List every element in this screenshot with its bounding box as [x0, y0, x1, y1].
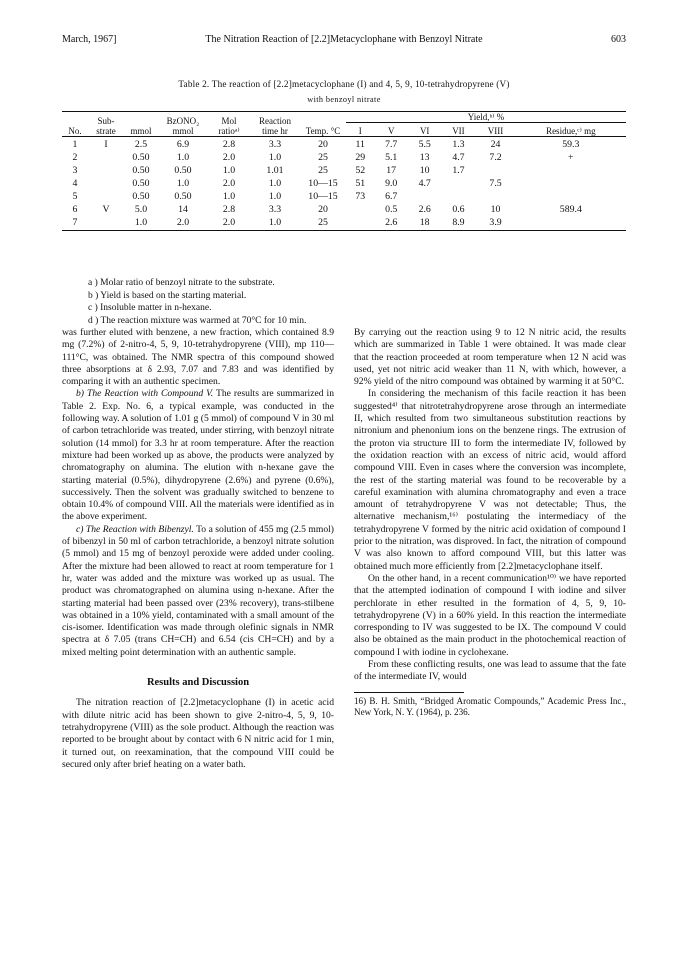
table-cell	[475, 191, 515, 204]
table-note: c ) Insoluble matter in n-hexane.	[88, 303, 212, 314]
table-cell: 7.5	[489, 178, 502, 190]
col-no: No.	[68, 126, 82, 136]
col-residue: Residue,ᶜ⁾ mg	[516, 123, 626, 137]
table-cell	[516, 178, 626, 191]
table-cell	[408, 191, 442, 204]
section-title: Results and Discussion	[146, 677, 250, 689]
table-cell: 7	[72, 217, 78, 229]
table-cell: 2.0	[222, 152, 236, 164]
table-cell: 25	[318, 152, 328, 164]
table-row	[62, 152, 626, 165]
table-cell: 1.3	[452, 139, 465, 151]
table-cell: I	[104, 139, 108, 151]
col-yield-I: I	[346, 123, 374, 137]
table-cell: 2	[72, 152, 78, 164]
col-mmol: mmol	[130, 126, 152, 136]
footnote: 16) B. H. Smith, “Bridged Aromatic Compounds,” Academic Press Inc., New York, N. Y. (1964), p. 236.	[354, 695, 626, 718]
table-cell	[88, 217, 124, 231]
table-cell	[516, 165, 626, 178]
table-cell: 1.0	[268, 152, 282, 164]
table-cell: +	[568, 152, 574, 164]
table-cell: 0.50	[132, 152, 150, 164]
col-yield-VII: VII	[441, 123, 475, 137]
table-cell: 2.8	[222, 139, 236, 151]
table-cell: 8.9	[452, 217, 465, 229]
table-row	[62, 204, 626, 217]
right-column	[354, 327, 626, 718]
table-cell: 5.5	[418, 139, 431, 151]
table-cell: 7.7	[385, 139, 398, 151]
table-cell: 0.50	[132, 191, 150, 203]
header-title: The Nitration Reaction of [2.2]Metacyclophane with Benzoyl Nitrate	[205, 34, 483, 45]
table-cell: 0.50	[132, 165, 150, 177]
table-cell: 1	[72, 139, 78, 151]
table-cell: 2.0	[176, 217, 190, 229]
table-cell: 1.0	[222, 165, 236, 177]
table-cell	[516, 217, 626, 231]
table-cell: 5.0	[134, 204, 148, 216]
table-cell: 4.7	[418, 178, 431, 190]
footnote-rule	[354, 692, 464, 693]
table-cell	[441, 178, 475, 191]
table-cell: 2.6	[385, 217, 398, 229]
paragraph: By carrying out the reaction using 9 to 12 N nitric acid, the results which are summarized in Table 1 were obtained. It was made clear that the reaction proceeded at room temperature when 12 N acid was used, yet not nitric acid weaker than 11 N, with which, however, a 92% yield of the nitro compound was obtained by warming it at 50°C.	[354, 327, 626, 388]
col-yield: Yield,ᵇ⁾ %	[467, 112, 505, 122]
table-cell: 7.2	[489, 152, 502, 164]
table-cell: 1.0	[176, 178, 190, 190]
paragraph: On the other hand, in a recent communication¹⁰⁾ we have reported that the attempted iodination of compound I with iodine and silver perchlorate in ether resulted in the formation of 4, 5, 9, 10-tetrahydropyrene (V) in a 60% yield. In this reaction the intermediate corresponding to IV was suggested to be IX. The compound V could also be obtained as the main product in the photochemical reaction of compound I with iodine in cyclohexane.	[354, 572, 626, 658]
table-cell: 4	[72, 178, 78, 190]
table-cell: 0.50	[174, 191, 192, 203]
paragraph-text: To a solution of 455 mg (2.5 mmol) of bibenzyl in 50 ml of carbon tetrachloride, a benzoyl nitrate solution (5 mmol) and 15 mg of benzoyl peroxide were added under cooling. After the mixture had been allowed to react at room temperature for 1 hr, water was added and the mixture was worked up as usual. The product was chromatographed on alumina using n-hexane. After the starting material had been passed over (23% recovery), trans-stilbene was obtained in a 10% yield, contaminated with a small amount of the cis-isomer. Identification was made through olefinic signals in NMR spectra at δ 7.05 (trans CH=CH) and 6.54 (cis CH=CH) and by a mixed melting point determination with an authentic sample.	[62, 523, 335, 658]
reaction-table	[62, 111, 626, 231]
table-cell: 3.9	[489, 217, 502, 229]
table-cell: 3.3	[268, 204, 282, 216]
table-row	[62, 137, 626, 153]
table-cell	[88, 191, 124, 204]
running-header	[62, 34, 626, 48]
table-cell: 3	[72, 165, 78, 177]
table-cell: 0.50	[174, 165, 192, 177]
paragraph	[62, 388, 334, 523]
table-notes	[88, 277, 306, 328]
table-cell: 0.5	[385, 204, 398, 216]
table-row	[62, 165, 626, 178]
col-yield-V: V	[374, 123, 408, 137]
table-cell: 1.0	[176, 152, 190, 164]
table-cell: 10	[490, 204, 501, 216]
table-body	[62, 137, 626, 231]
paragraph: The nitration reaction of [2.2]metacyclophane (I) in acetic acid with dilute nitric acid has been shown to give 2-nitro-4, 5, 9, 10-tetrahydropyrene (VIII) as the sole product. Although the reaction was reported to be brought about by contact with 6 N nitric acid for 1 min, it turned out, on reexamination, that the compound VIII could be secured only after brief heating on a water bath.	[62, 697, 334, 770]
table-cell: 9.0	[385, 178, 398, 190]
table-cell	[88, 152, 124, 165]
table-cell: 73	[355, 191, 366, 203]
table-cell: 6.9	[176, 139, 190, 151]
table-cell	[475, 165, 515, 178]
table-cell: 25	[318, 165, 328, 177]
table-cell: 14	[178, 204, 188, 216]
table-cell: 2.6	[418, 204, 431, 216]
table-cell: 18	[419, 217, 430, 229]
table-cell: 52	[355, 165, 366, 177]
table-cell	[88, 165, 124, 178]
col-substrate: Sub- strate	[96, 116, 116, 136]
table-cell	[441, 191, 475, 204]
paragraph: In considering the mechanism of this facile reaction it has been suggested⁴⁾ that nitrotetrahydropyrene arose through an intermediate II, which resulted from two simultaneous substitution reactions by nitronium and phenonium ions on the benzene rings. The extrusion of the proton via structure III to form the intermediate IV, followed by the oxidation reaction with an excess of nitric acid, would afford compound VIII. Even in cases where the conversion was incomplete, the rest of the starting material was found to be recoverable by a careful examination with alumina chromatography and even a trace amount of tetrahydropyrene V was not detectable; Thus, the alternative mechanism,¹⁶⁾ postulating the intermediacy of the tetrahydropyrene V formed by the nitric acid oxidation of compound I prior to the nitration, was disproved. In fact, the nitration of compound V was also known to afford compound VIII, but this latter was obtained much more efficiently from [2.2]metacyclophane itself.	[354, 388, 626, 572]
table-cell: 1.0	[268, 217, 282, 229]
table-cell: 5.1	[385, 152, 398, 164]
table-cell: 2.8	[222, 204, 236, 216]
col-mol-ratio: Mol ratioᵃ⁾	[218, 116, 240, 136]
table-cell: 29	[355, 152, 366, 164]
table-cell: 1.0	[134, 217, 148, 229]
table-cell: 10—15	[308, 178, 338, 190]
table-row	[62, 191, 626, 204]
table-cell: 51	[355, 178, 366, 190]
paragraph-text: The results are summarized in Table 2. Exp. No. 6, a typical example, was conducted in the following way. A solution of 1.01 g (5 mmol) of compound V in 30 ml of carbon tetrachloride was treated, under stirring, with benzoyl nitrate solution (14 mmol) for 3.3 hr at room temperature. After the reaction mixture had been worked up as above, the products were analyzed by chromatography on alumina. The elution with n-hexane gave the starting material (0.5%), dihydropyrene (2.6%) and pyrene (0.6%), successively. Then the solvent was gradually switched to benzene to obtain 10.4% of compound VIII. All the materials were identified as in the above experiment.	[62, 388, 334, 523]
table-cell: 0.50	[132, 178, 150, 190]
table-cell: 1.01	[266, 165, 284, 177]
table-cell: 13	[419, 152, 430, 164]
table-cell: 2.0	[222, 217, 236, 229]
table-cell: 11	[355, 139, 365, 151]
table-cell: 6.7	[385, 191, 398, 203]
table-cell: 4.7	[452, 152, 465, 164]
table-caption: Table 2. The reaction of [2.2]metacyclophane (I) and 4, 5, 9, 10-tetrahydropyrene (V)	[178, 79, 510, 89]
subsection-heading: b) The Reaction with Compound V.	[76, 388, 214, 400]
table-cell: 2.0	[222, 178, 236, 190]
paragraph: From these conflicting results, one was lead to assume that the fate of the intermediate IV, would	[354, 659, 626, 683]
table-cell: 0.6	[452, 204, 465, 216]
table-row	[62, 217, 626, 231]
table-cell: 1.0	[222, 191, 236, 203]
col-reaction-time: Reaction time hr	[259, 116, 291, 136]
col-yield-VIII: VIII	[475, 123, 515, 137]
table-row	[62, 178, 626, 191]
left-column	[62, 327, 334, 771]
table-cell: 5	[72, 191, 78, 203]
table-caption-continued: with benzoyl nitrate	[307, 95, 381, 104]
page-number: 603	[611, 34, 626, 45]
table-cell	[516, 191, 626, 204]
table-cell: 1.0	[268, 191, 282, 203]
subsection-heading: c) The Reaction with Bibenzyl.	[76, 523, 194, 535]
table-cell	[346, 204, 374, 217]
table-cell: 2.5	[134, 139, 148, 151]
table-cell: 10	[419, 165, 430, 177]
table-cell: 1.0	[268, 178, 282, 190]
table-cell	[88, 178, 124, 191]
table-cell: V	[102, 204, 110, 216]
table-note: a ) Molar ratio of benzoyl nitrate to the substrate.	[88, 278, 275, 288]
col-yield-VI: VI	[408, 123, 442, 137]
table-cell: 6	[72, 204, 78, 216]
paragraph	[62, 524, 334, 659]
table-cell: 20	[318, 139, 328, 151]
table-cell: 24	[490, 139, 501, 151]
col-bzono2: BzONO₂ mmol	[166, 116, 200, 136]
table-cell: 25	[318, 217, 328, 229]
table-note: d ) The reaction mixture was warmed at 70°C for 10 min.	[88, 316, 307, 327]
table-cell	[346, 217, 374, 231]
header-date: March, 1967]	[62, 34, 117, 45]
table-cell: 59.3	[562, 139, 580, 151]
table-cell: 20	[318, 204, 328, 216]
col-temp: Temp. °C	[305, 126, 341, 136]
table-cell: 3.3	[268, 139, 282, 151]
paragraph: was further eluted with benzene, a new fraction, which contained 8.9 mg (7.2%) of 2-nitro-4, 5, 9, 10-tetrahydropyrene (VIII), mp 110—111°C, was obtained. The NMR spectra of this compound showed three absorptions at δ 2.93, 7.07 and 7.83 and was identified by comparing it with an authentic specimen.	[62, 327, 334, 388]
table-note: b ) Yield is based on the starting material.	[88, 290, 247, 301]
table-cell: 1.7	[452, 165, 465, 177]
table-cell: 589.4	[559, 204, 582, 216]
table-cell: 17	[386, 165, 397, 177]
table-cell: 10—15	[308, 191, 338, 203]
